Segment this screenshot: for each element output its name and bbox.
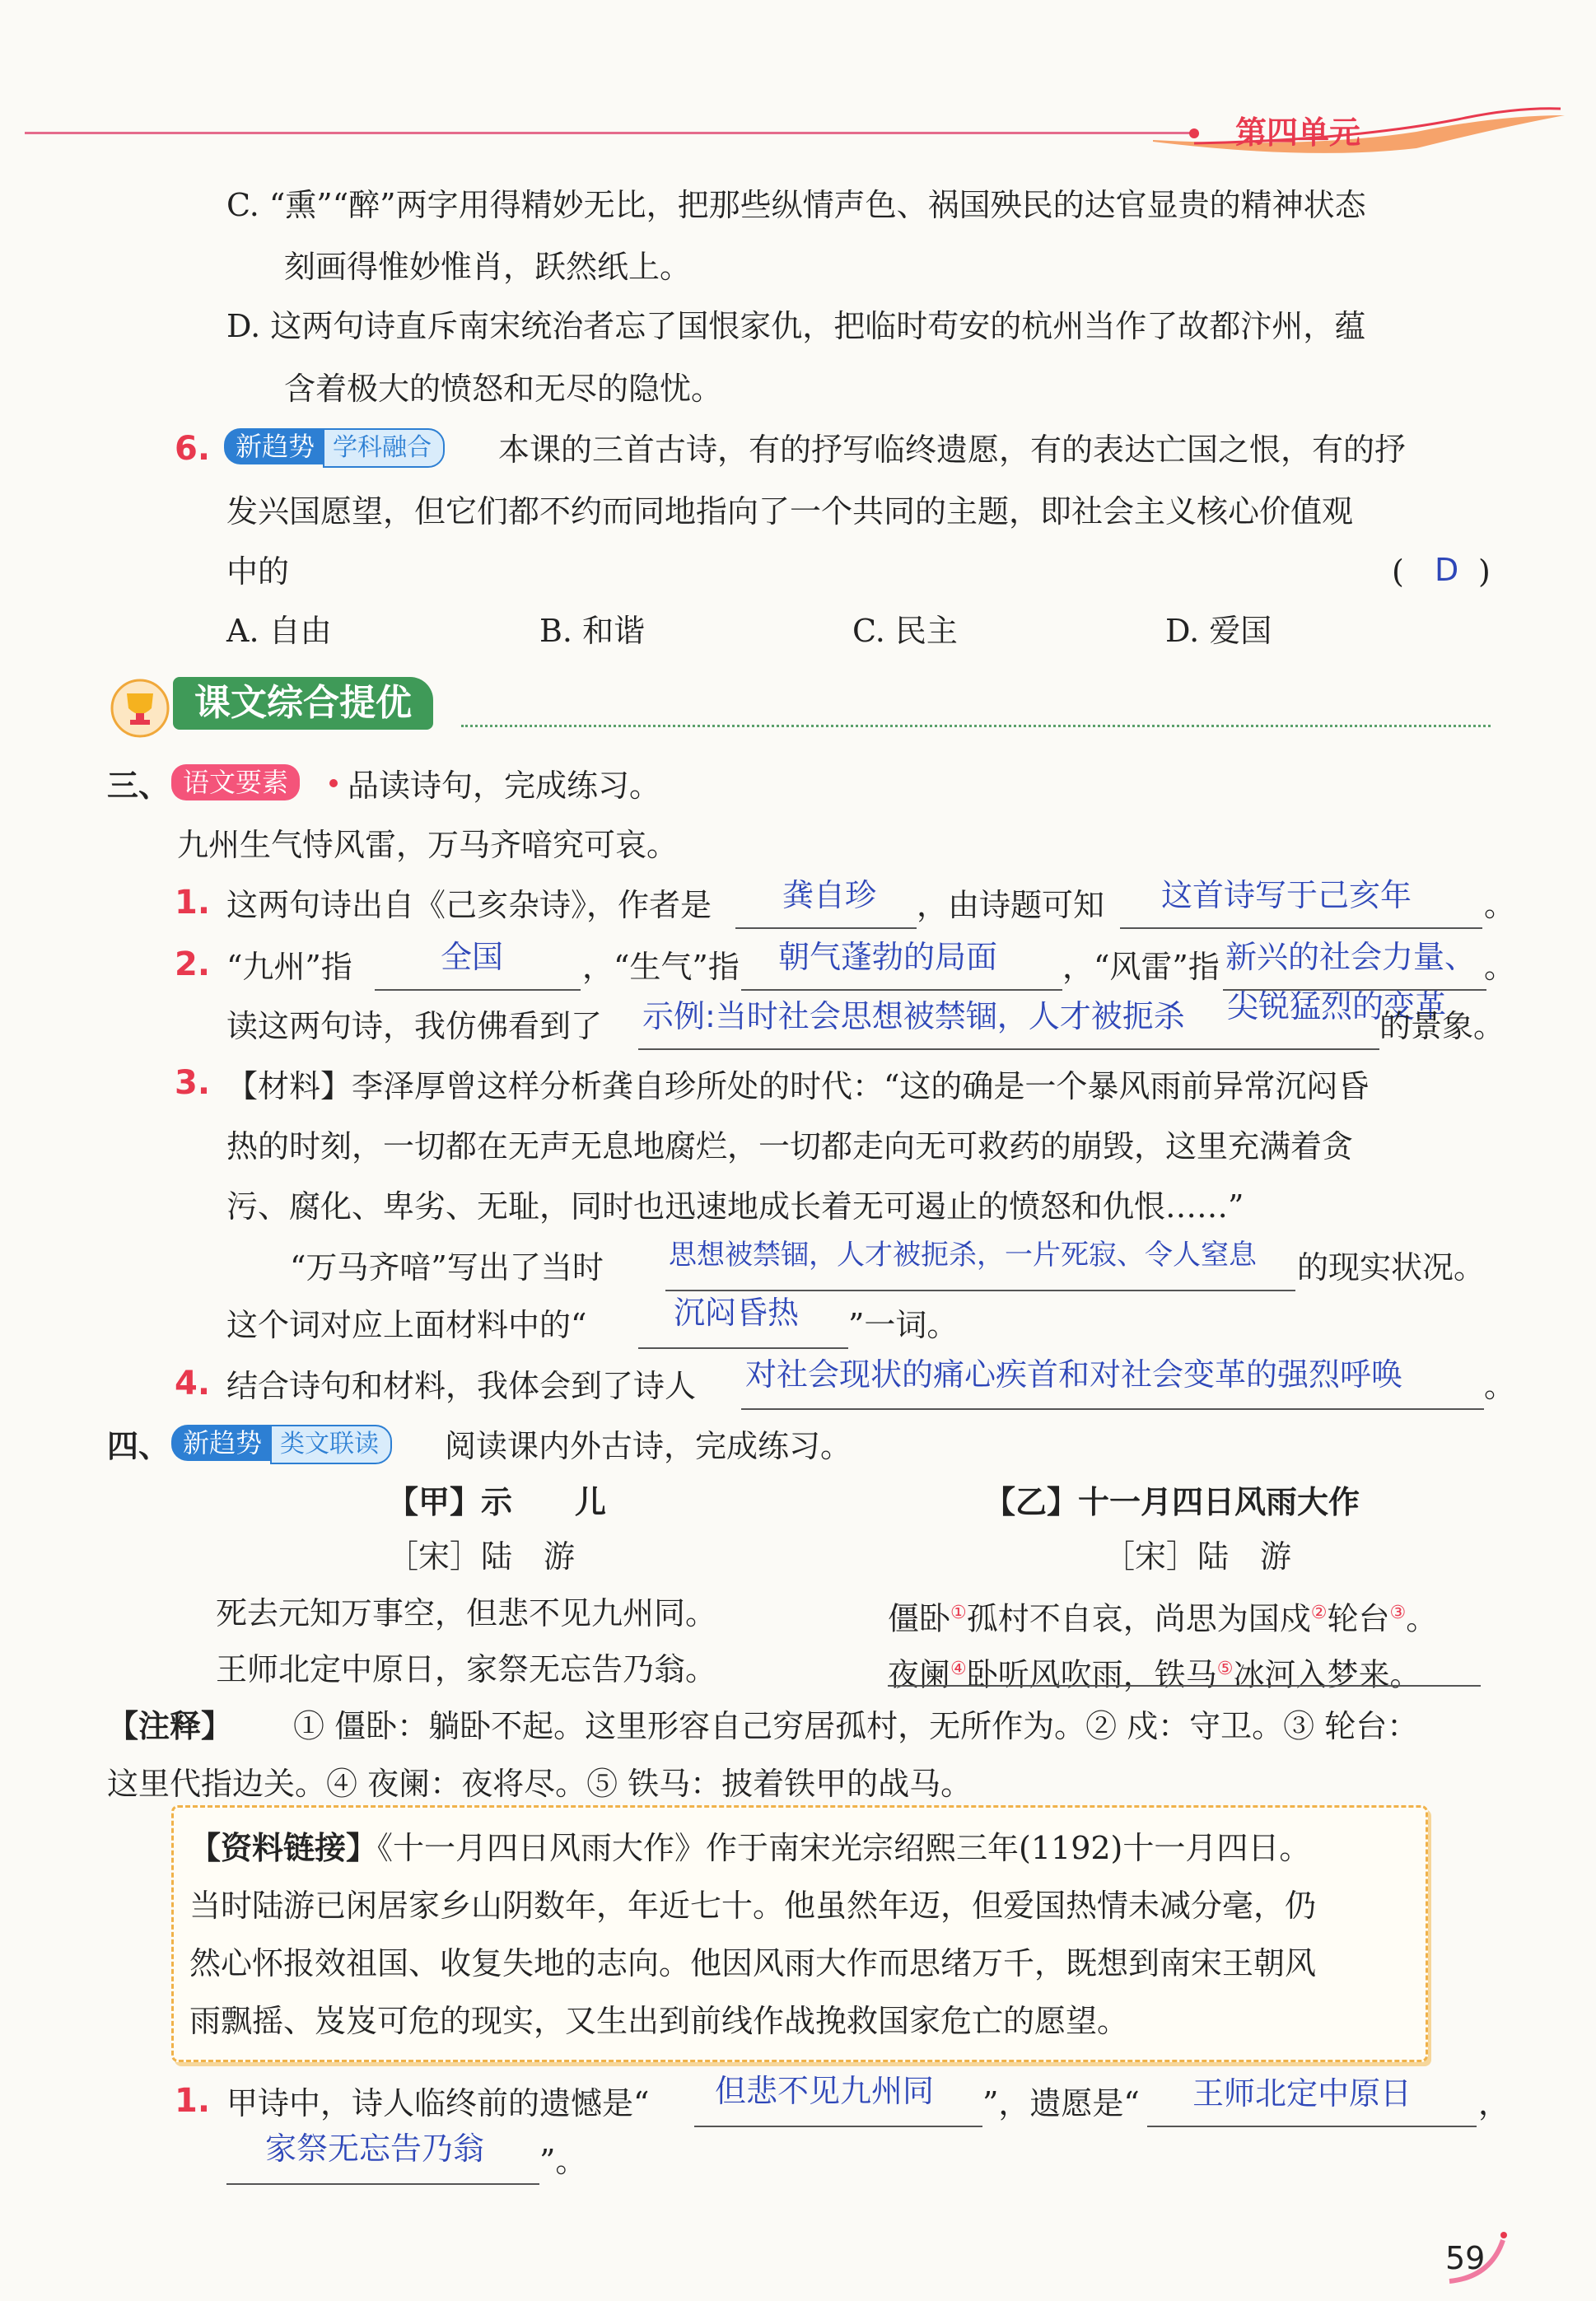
p4-q1-answer-b: 王师北定中原日 [1192, 2075, 1412, 2112]
section-title: 课文综合提优 [173, 677, 433, 730]
p3-q2-line2-b: 的景象。 [1379, 1008, 1505, 1044]
p3-q2-line2-a: 读这两句诗，我仿佛看到了 [226, 1008, 603, 1044]
q6-line2: 发兴国愿望，但它们都不约而同地指向了一个共同的主题，即社会主义核心价值观 [226, 493, 1354, 530]
poem-b-l2c: 冰河入梦来。 [1233, 1656, 1421, 1693]
part4-instruction: 阅读课内外古诗，完成练习。 [445, 1428, 852, 1464]
notes-line2: 这里代指边关。④ 夜阑：夜将尽。⑤ 铁马：披着铁甲的战马。 [107, 1766, 973, 1802]
p3-q2-text-a: “九州”指 [226, 949, 352, 985]
p3-q4-answer: 对社会现状的痛心疾首和对社会变革的强烈呼唤 [745, 1356, 1403, 1393]
resource-label: 【资料链接】 [189, 1830, 378, 1866]
p3-q3-line3: 污、腐化、卑劣、无耻，同时也迅速地成长着无可遏止的愤怒和仇恨……” [226, 1188, 1244, 1225]
p3-q2-text-b: ，“生气”指 [582, 949, 740, 985]
part4-label: 四、 [107, 1428, 170, 1464]
p3-q2-answer-b: 朝气蓬勃的局面 [778, 939, 998, 975]
p3-q4-number: 4. [175, 1365, 211, 1403]
note-marker-5: ⑤ [1216, 1659, 1234, 1679]
q6-tag-subject: 学科融合 [323, 428, 445, 468]
p3-q2-text-d: 。 [1484, 949, 1516, 985]
p3-q3-answer-b: 沉闷昏热 [674, 1295, 800, 1331]
p3-q1-text-b: ，由诗题可知 [917, 887, 1105, 923]
poem-b-l1c: 轮台 [1327, 1600, 1390, 1637]
poem-b-title: 【乙】十一月四日风雨大作 [984, 1484, 1360, 1520]
p3-q4-text-a: 结合诗句和材料，我体会到了诗人 [226, 1368, 697, 1404]
note-marker-2: ② [1310, 1603, 1328, 1623]
poem-b-underline [888, 1685, 1481, 1687]
poem-b-l1d: 。 [1406, 1600, 1438, 1637]
q5-option-c-line2: 刻画得惟妙惟肖，跃然纸上。 [284, 249, 692, 285]
part3-poem-line: 九州生气恃风雷，万马齐喑究可哀。 [177, 827, 679, 863]
poem-b-l2a: 夜阑 [888, 1656, 951, 1693]
page-number: 59 [1445, 2240, 1486, 2276]
poem-a-line2: 王师北定中原日，家祭无忘告乃翁。 [216, 1651, 717, 1687]
poem-a-title: 【甲】示 儿 [387, 1484, 607, 1520]
poem-a-line1: 死去元知万事空，但悲不见九州同。 [216, 1595, 717, 1631]
section-dotted-rule [461, 725, 1491, 727]
p4-q1-answer-a: 但悲不见九州同 [715, 2073, 935, 2109]
p4-q1-text-b: ”，遗愿是“ [982, 2085, 1140, 2121]
unit-title: 第四单元 [1235, 114, 1361, 151]
q6-option-c: C. 民主 [852, 613, 958, 649]
poem-b-line1 [888, 1594, 1437, 1639]
poem-b-line2 [888, 1650, 1421, 1695]
note-marker-3: ③ [1389, 1603, 1407, 1623]
resource-line4: 雨飘摇、岌岌可危的现实，又生出到前线作战挽救国家危亡的愿望。 [189, 2003, 1129, 2039]
poem-b-l1b: 孤村不自哀，尚思为国戍 [966, 1600, 1311, 1637]
poem-b-author: ［宋］陆 游 [1104, 1538, 1292, 1575]
p3-q4-text-b: 。 [1484, 1368, 1516, 1404]
q6-number: 6. [175, 430, 211, 468]
poem-a-author: ［宋］陆 游 [387, 1538, 576, 1575]
p3-q3-line1: 【材料】李泽厚曾这样分析龚自珍所处的时代：“这的确是一个暴风雨前异常沉闷昏 [226, 1068, 1370, 1104]
p3-q1-number: 1. [175, 884, 211, 922]
p3-q3-line2: 热的时刻，一切都在无声无息地腐烂，一切都走向无可救药的崩毁，这里充满着贪 [226, 1128, 1354, 1165]
q5-option-d-line2: 含着极大的愤怒和无尽的隐忧。 [284, 371, 723, 407]
p3-q3-line5-a: 这个词对应上面材料中的“ [226, 1307, 587, 1343]
p3-q3-line4-a: “万马齐喑”写出了当时 [290, 1249, 604, 1286]
p4-q1-number: 1. [175, 2082, 211, 2120]
p4-q1-text-a: 甲诗中，诗人临终前的遗憾是“ [226, 2085, 650, 2121]
p4-q1-text-c: ， [1478, 2085, 1510, 2121]
note-marker-1: ① [950, 1603, 967, 1623]
p3-q1-text-c: 。 [1484, 887, 1516, 923]
p3-q2-number: 2. [175, 945, 211, 983]
poem-b-l1a: 僵卧 [888, 1600, 951, 1637]
q6-line1: 本课的三首古诗，有的抒写临终遗愿，有的表达亡国之恨，有的抒 [498, 432, 1407, 468]
p3-q3-line5-b: ”一词。 [848, 1307, 959, 1343]
note-marker-4: ④ [950, 1659, 967, 1679]
resource-line2: 当时陆游已闲居家乡山阴数年，年近七十。他虽然年迈，但爱国热情未减分毫，仍 [189, 1888, 1317, 1924]
resource-line1-text: 《十一月四日风雨大作》作于南宋光宗绍熙三年(1192)十一月四日。 [377, 1830, 1311, 1866]
bullet-dot [329, 779, 338, 787]
part4-tag-reading: 类文联读 [270, 1425, 392, 1464]
part3-instruction: 品读诗句，完成练习。 [348, 768, 661, 804]
p3-q2-answer-e: 尖锐猛烈的变革 [1227, 988, 1447, 1024]
part3-tag-wrap [171, 764, 300, 800]
q6-tag-trend: 新趋势 [224, 428, 323, 464]
p3-q1-text-a: 这两句诗出自《己亥杂诗》，作者是 [226, 887, 712, 923]
p3-q1-answer-b: 这首诗写于己亥年 [1161, 877, 1412, 913]
q6-option-b: B. 和谐 [539, 613, 646, 649]
p3-q3-number: 3. [175, 1064, 211, 1102]
p3-q2-text-c: ，“风雷”指 [1062, 949, 1220, 985]
q6-paren-open: ( [1392, 553, 1404, 590]
resource-line3: 然心怀报效祖国、收复失地的志向。他因风雨大作而思绪万千，既想到南宋王朝风 [189, 1945, 1317, 1981]
q6-option-d: D. 爱国 [1165, 613, 1272, 649]
resource-line1 [189, 1828, 1310, 1868]
part4-tag-trend: 新趋势 [171, 1425, 270, 1461]
notes-line1: ① 僵卧：躺卧不起。这里形容自己穷居孤村，无所作为。② 戍：守卫。③ 轮台： [293, 1708, 1419, 1744]
p4-q1-answer-c: 家祭无忘告乃翁 [265, 2131, 485, 2167]
p3-q3-answer-a: 思想被禁锢，人才被扼杀，一片死寂、令人窒息 [669, 1239, 1257, 1272]
p3-q3-line4-b: 的现实状况。 [1297, 1249, 1486, 1286]
q6-answer: D [1435, 552, 1459, 588]
q6-paren-close: ) [1478, 553, 1491, 590]
p3-q1-answer-a: 龚自珍 [782, 877, 877, 913]
poem-b-l2b: 卧听风吹雨，铁马 [966, 1656, 1217, 1693]
part4-tags [171, 1425, 392, 1464]
notes-label: 【注释】 [107, 1708, 233, 1744]
p4-q1-text-d: ”。 [539, 2143, 587, 2179]
q6-option-a: A. 自由 [226, 613, 332, 649]
q5-option-c-line1: C. “熏”“醉”两字用得精妙无比，把那些纵情声色、祸国殃民的达官显贵的精神状态 [226, 187, 1366, 223]
part3-label: 三、 [107, 768, 170, 804]
p3-q2-answer-d: 示例:当时社会思想被禁锢，人才被扼杀 [642, 998, 1185, 1034]
p3-q2-answer-a: 全国 [441, 939, 504, 975]
q5-option-d-line1: D. 这两句诗直斥南宋统治者忘了国恨家仇，把临时苟安的杭州当作了故都汴州，蕴 [226, 308, 1366, 344]
q6-tags [224, 428, 445, 468]
trophy-icon [107, 675, 173, 741]
p3-q2-answer-c: 新兴的社会力量、 [1225, 939, 1477, 975]
part3-tag: 语文要素 [171, 764, 300, 800]
header-rule [25, 132, 1194, 134]
q6-line3: 中的 [226, 553, 290, 590]
